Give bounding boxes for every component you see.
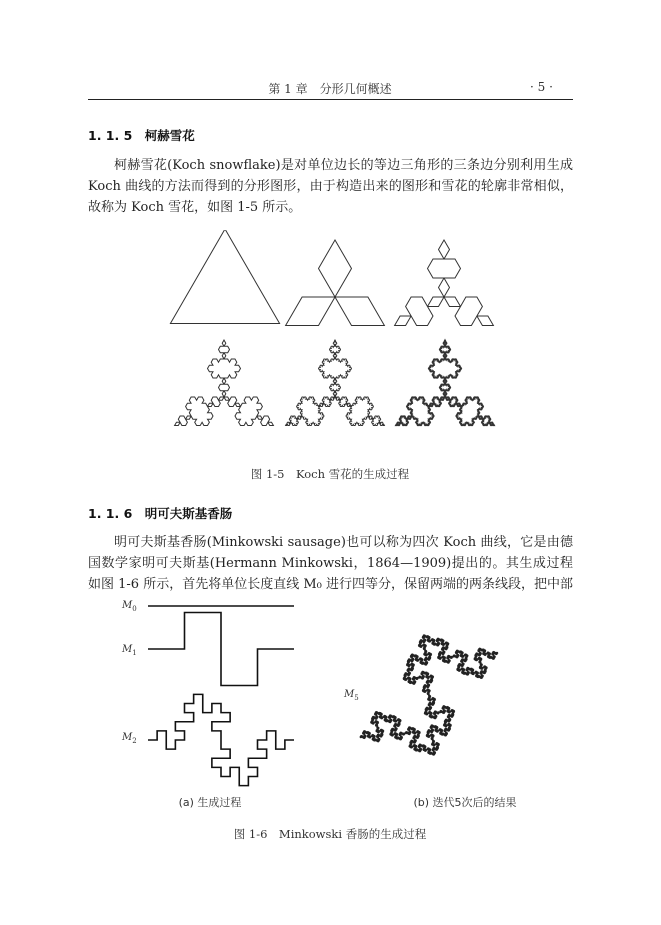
minkowski-process-figure — [118, 597, 308, 787]
minkowski-m1-curve — [148, 613, 294, 686]
label-m2: $M_2$ — [122, 732, 137, 745]
subcaption-a: (a) 生成过程 — [178, 796, 242, 809]
page-number: · 5 · — [530, 80, 553, 94]
koch-snowflake-iteration-0 — [170, 230, 279, 324]
figure-1-6-caption: 图 1-6 Minkowski 香肠的生成过程 — [233, 827, 427, 841]
figure-1-5-caption: 图 1-5 Koch 雪花的生成过程 — [250, 467, 410, 481]
koch-snowflake-iteration-1 — [286, 240, 385, 326]
koch-snowflake-figure — [165, 230, 505, 455]
minkowski-iteration5-figure — [355, 630, 555, 760]
section-heading-minkowski: 1. 1. 6 明可夫斯基香肠 — [88, 506, 233, 521]
koch-snowflake-iteration-5 — [396, 340, 495, 426]
subcaption-b: (b) 迭代5次后的结果 — [413, 796, 517, 809]
koch-snowflake-iteration-4 — [286, 340, 385, 426]
koch-snowflake-iteration-2 — [395, 240, 494, 326]
minkowski-m5-curve — [360, 635, 498, 755]
paragraph-koch: 柯赫雪花(Koch snowflake)是对单位边长的等边三角形的三条边分别利用生成 Koch 曲线的方法而得到的分形图形，由于构造出来的图形和雪花的轮廓非常相似，故称为 Koch 雪花，如图 1-5 所示。 — [88, 158, 573, 215]
koch-snowflake-iteration-3 — [175, 340, 274, 426]
label-m0: $M_0$ — [122, 600, 137, 613]
running-header: 第 1 章 分形几何概述 — [268, 82, 392, 96]
label-m1: $M_1$ — [122, 644, 137, 657]
paragraph-minkowski: 明可夫斯基香肠(Minkowski sausage)也可以称为四次 Koch 曲线，它是由德国数学家明可夫斯基(Hermann Minkowski，1864—1909)提出的。其生成过程如图 1-6 所示，首先将单位长度直线 M₀ 进行四等分，保留两端的两条线段，把中部 — [88, 535, 573, 592]
label-m5: $M_5$ — [344, 689, 359, 702]
minkowski-m2-curve — [148, 694, 294, 785]
header-rule — [88, 99, 573, 100]
section-heading-koch: 1. 1. 5 柯赫雪花 — [88, 128, 195, 143]
